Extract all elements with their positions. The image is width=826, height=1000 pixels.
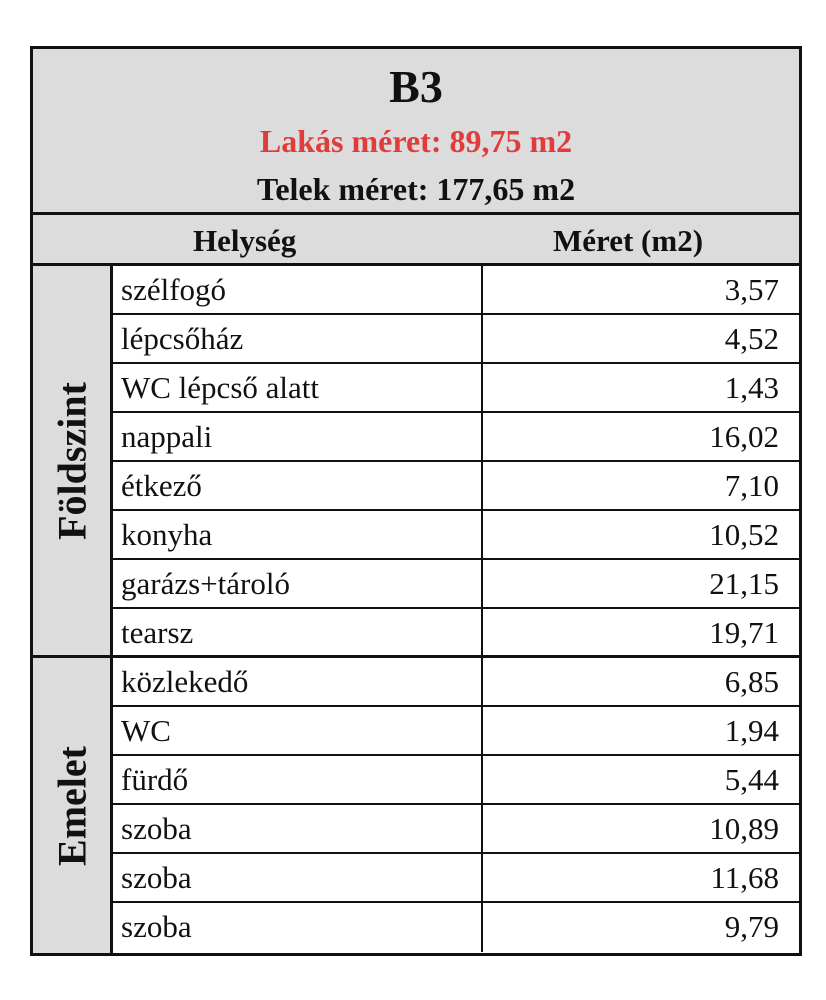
room-name: WC (121, 713, 171, 748)
table-row (113, 511, 799, 560)
group-label: Földszint (49, 381, 94, 540)
room-name: nappali (121, 419, 213, 454)
room-name: konyha (121, 517, 213, 552)
room-name: WC lépcső alatt (121, 370, 319, 405)
table-row (113, 609, 799, 658)
table-row (113, 707, 799, 756)
room-size: 5,44 (724, 762, 779, 797)
group-upper-floor (33, 658, 799, 953)
plot-size: Telek méret: 177,65 m2 (256, 171, 576, 207)
room-size: 9,79 (724, 909, 779, 944)
room-size: 1,43 (724, 370, 779, 405)
room-name: szoba (121, 860, 192, 895)
group-ground-floor (33, 266, 799, 658)
room-name: szoba (121, 909, 192, 944)
table-row (113, 805, 799, 854)
room-size: 16,02 (709, 419, 779, 454)
room-name: közlekedő (121, 664, 249, 699)
room-size: 1,94 (724, 713, 779, 748)
column-headers (33, 215, 799, 266)
table-row (113, 756, 799, 805)
room-size: 21,15 (709, 566, 779, 601)
table-row (113, 413, 799, 462)
table-row (113, 854, 799, 903)
room-size: 4,52 (724, 321, 779, 356)
room-size: 7,10 (724, 468, 779, 503)
group-side-label (33, 658, 113, 953)
room-size: 10,52 (709, 517, 779, 552)
room-size: 10,89 (709, 811, 779, 846)
room-name: tearsz (121, 615, 194, 650)
room-name: szoba (121, 811, 192, 846)
room-name: fürdő (121, 762, 189, 797)
group-side-label (33, 266, 113, 655)
column-header-size: Méret (m2) (553, 223, 704, 258)
room-name: garázs+tároló (121, 566, 290, 601)
room-name: lépcsőház (121, 321, 244, 356)
table-row (113, 903, 799, 952)
table-row (113, 364, 799, 413)
table-row (113, 266, 799, 315)
table-row (113, 315, 799, 364)
room-size: 3,57 (724, 272, 779, 307)
table-row (113, 658, 799, 707)
column-header-room: Helység (193, 223, 297, 258)
group-label: Emelet (49, 745, 94, 866)
table-row (113, 462, 799, 511)
unit-title: B3 (389, 61, 443, 112)
room-name: étkező (121, 468, 202, 503)
room-size: 19,71 (709, 615, 779, 650)
table-header (33, 49, 799, 215)
room-size: 6,85 (724, 664, 779, 699)
room-name: szélfogó (121, 272, 227, 307)
area-table (30, 46, 802, 956)
table-row (113, 560, 799, 609)
room-size: 11,68 (710, 860, 779, 895)
flat-size: Lakás méret: 89,75 m2 (259, 123, 573, 159)
